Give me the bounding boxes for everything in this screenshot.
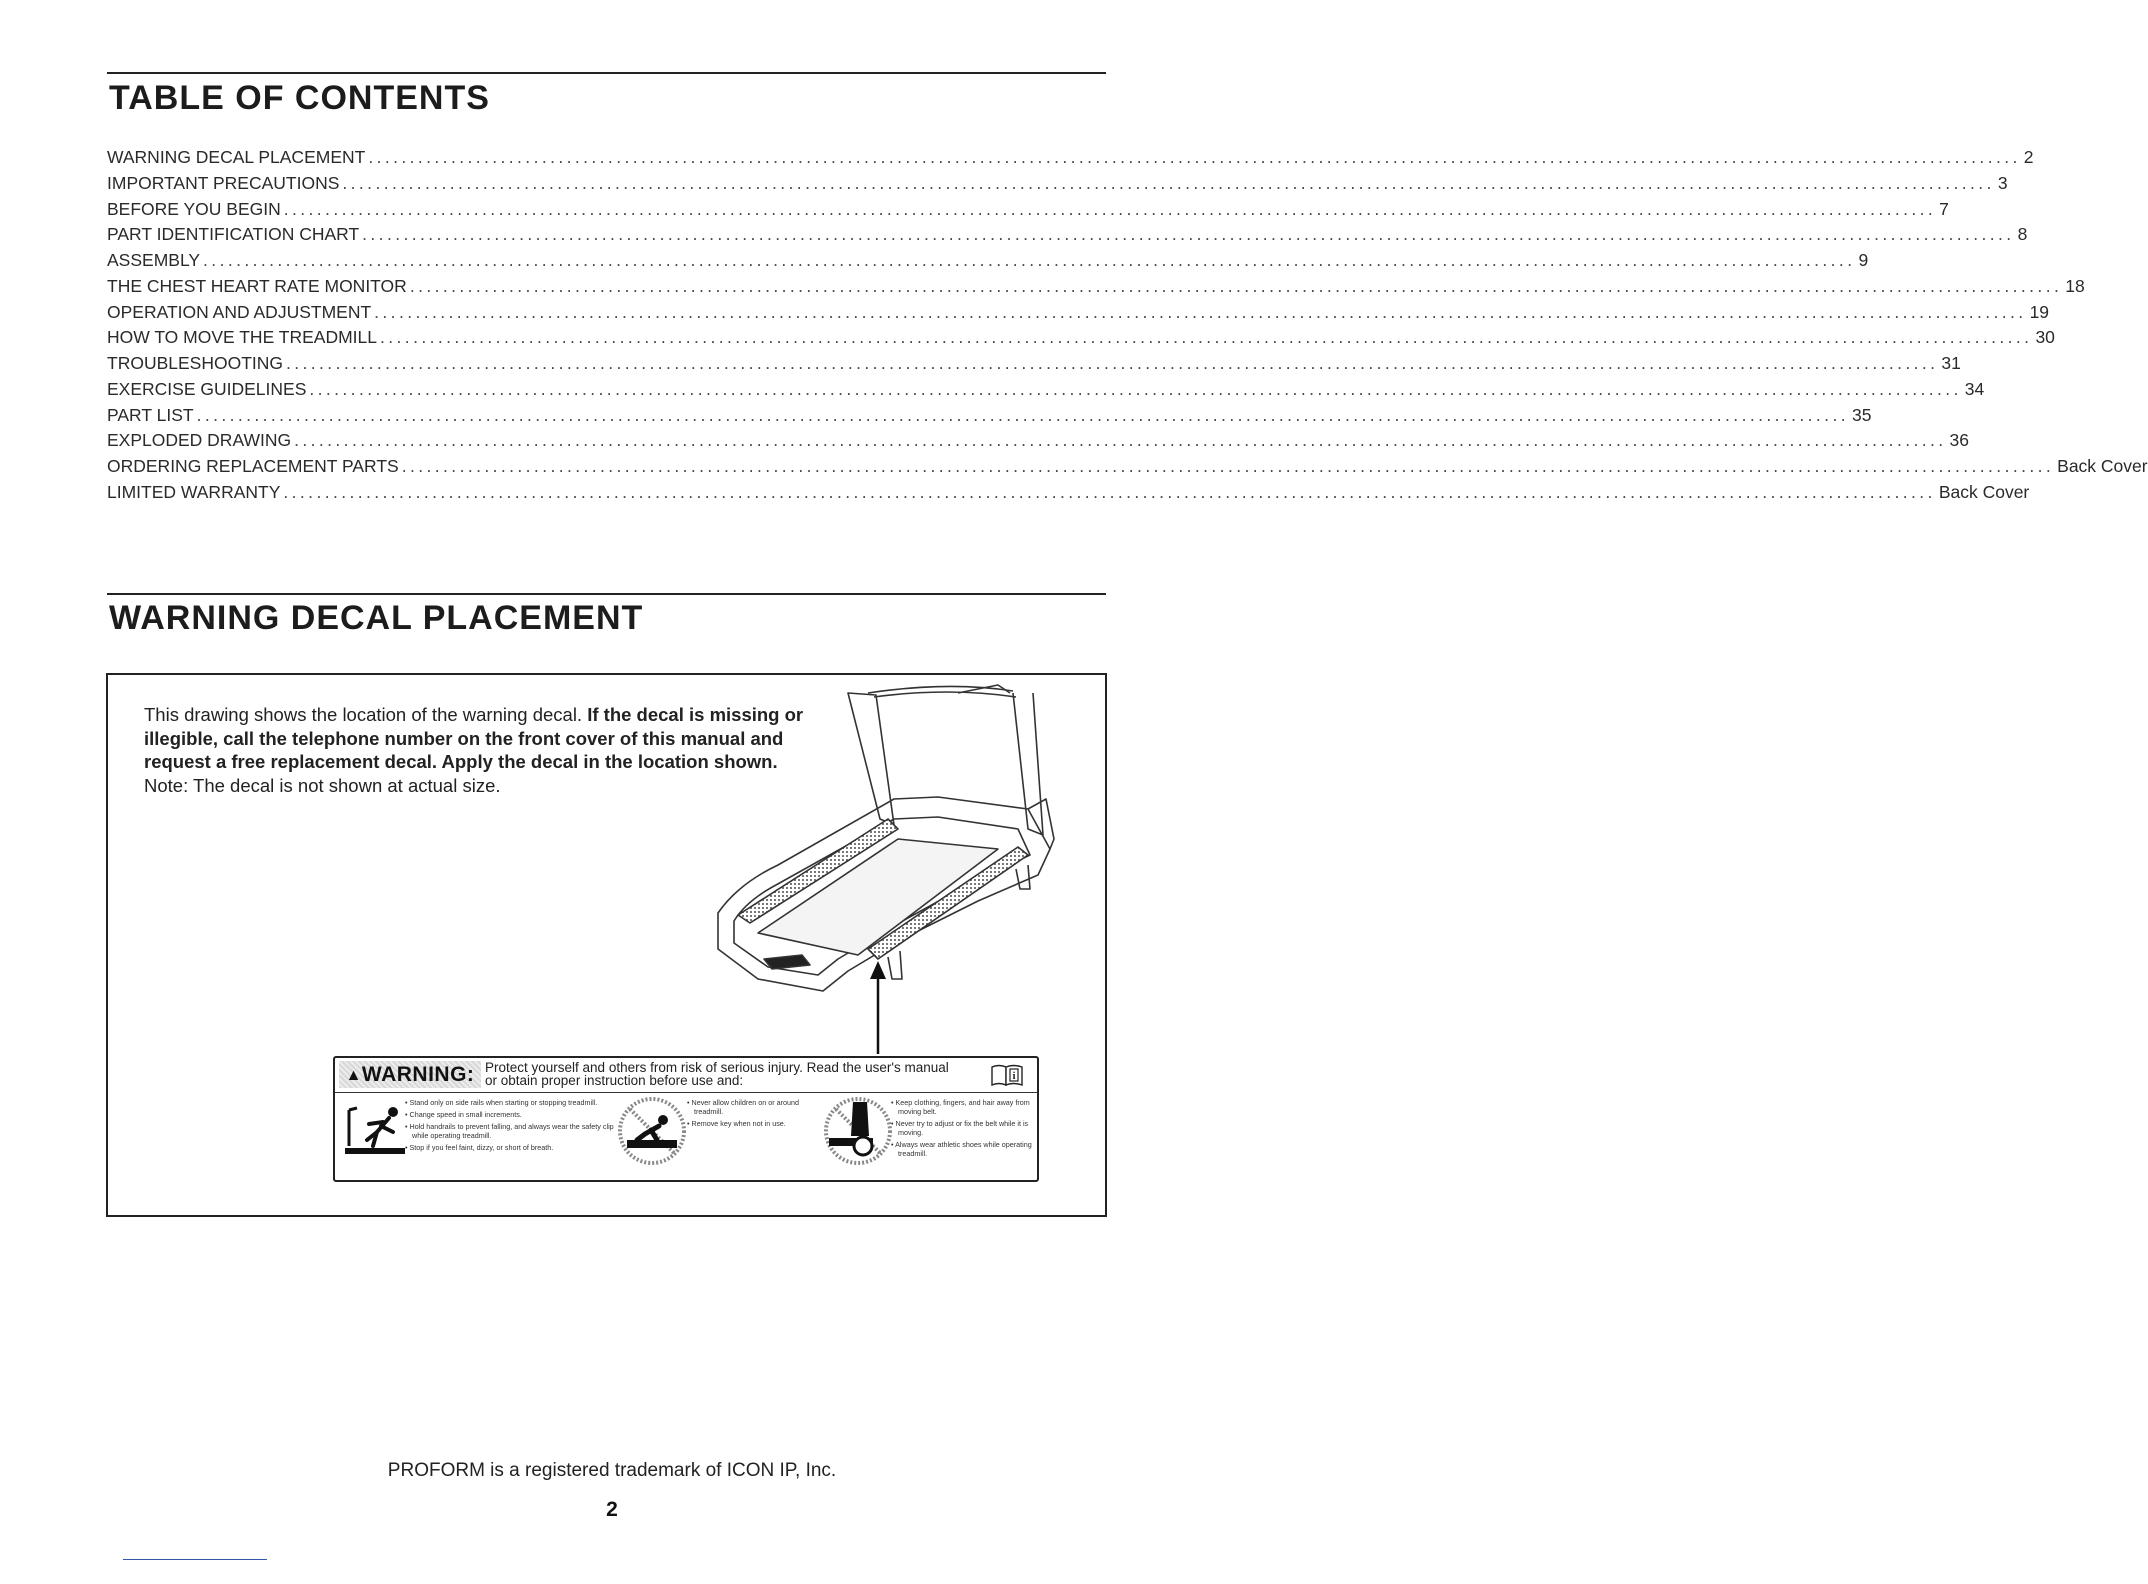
warning-col3 [891,1098,1035,1161]
toc-leader-dots: ........................................................................................................................................................................................................ [286,353,1939,373]
toc-entry-page: 7 [1939,198,1949,219]
toc-entry-page: 36 [1949,430,1969,451]
warning-triangle-icon: ▲ [345,1067,362,1084]
toc-leader-dots: ........................................................................................................................................................................................................ [283,481,1936,502]
warning-bullet: • Always wear athletic shoes while operating treadmill. [891,1140,1035,1158]
warning-decal [333,1056,1039,1182]
toc-entry-title: ASSEMBLY [107,250,201,270]
warning-bullet: • Change speed in small increments. [405,1110,615,1119]
toc-entry [107,172,2008,199]
falling-user-icon [343,1102,407,1162]
toc-leader-dots: ........................................................................................................................................................................................................ [401,456,2055,476]
warning-bullet: • Stop if you feel faint, dizzy, or short of breath. [405,1143,615,1152]
toc-entry [107,404,1872,431]
page-number: 2 [606,1498,618,1521]
toc-entry-title: WARNING DECAL PLACEMENT [107,147,366,167]
toc-leader-dots: ........................................................................................................................................................................................................ [294,430,1947,451]
warning-decal-header [335,1058,1037,1093]
warning-bullet: • Remove key when not in use. [687,1119,827,1128]
warning-bullet: • Stand only on side rails when starting or stopping treadmill. [405,1098,615,1107]
toc-leader-dots: ........................................................................................................................................................................................................ [380,327,2033,348]
toc-entry-title: OPERATION AND ADJUSTMENT [107,301,372,322]
toc-leader-dots: ........................................................................................................................................................................................................ [368,147,2021,167]
toc-entry [107,198,1949,225]
warning-bullet: • Keep clothing, fingers, and hair away from moving belt. [891,1098,1035,1116]
toc-entry [107,224,2028,250]
toc-leader-dots: ........................................................................................................................................................................................................ [203,250,1856,270]
toc-entry-title: PART IDENTIFICATION CHART [107,224,360,245]
toc-entry-title: TROUBLESHOOTING [107,353,283,373]
toc-entry-title: HOW TO MOVE THE TREADMILL [107,327,378,348]
treadmill-illustration [698,679,1068,1059]
decal-frame [106,673,1107,1217]
toc-leader-dots: ........................................................................................................................................................................................................ [283,198,1937,219]
toc-heading: TABLE OF CONTENTS [109,79,490,117]
no-children-icon [617,1096,687,1166]
toc-entry-page: Back Cover [1938,481,2030,502]
toc-entry [107,456,2148,482]
decal-top-rule [107,593,1106,595]
intro-text-1: This drawing shows the location of the warning decal. [144,704,588,725]
table-of-contents [107,147,2148,508]
intro-text-bold: If the decal is missing or illegible, call the telephone number on the front cover of this manual and request a free replacement decal. Apply the decal in the location shown. [144,704,804,772]
toc-entry-page: 3 [1997,172,2008,193]
toc-entry-title: EXPLODED DRAWING [107,430,292,451]
warning-message [485,1061,985,1087]
toc-entry [107,301,2050,328]
warning-word [339,1061,481,1088]
toc-entry-title: THE CHEST HEART RATE MONITOR [107,275,407,296]
toc-entry-page: 31 [1941,353,1961,373]
warning-message-line1: Protect yourself and others from risk of serious injury. Read the user's manual [485,1060,949,1075]
toc-entry-page: 19 [2029,301,2050,322]
warning-bullet: • Never try to adjust or fix the belt while it is moving. [891,1119,1035,1137]
toc-leader-dots: ........................................................................................................................................................................................................ [409,275,2063,296]
toc-entry-page: 8 [2017,224,2028,245]
toc-entry-title: IMPORTANT PRECAUTIONS [107,172,340,193]
decal-heading: WARNING DECAL PLACEMENT [109,599,644,637]
toc-entry-page: 9 [1858,250,1869,270]
warning-col1 [405,1098,615,1155]
toc-entry [107,378,1985,405]
toc-entry [107,327,2055,353]
warning-bullet: • Hold handrails to prevent falling, and always wear the safety clip while operating treadmill. [405,1122,615,1140]
toc-leader-dots: ........................................................................................................................................................................................................ [309,378,1962,399]
bottom-link-line [123,1559,267,1560]
toc-leader-dots: ........................................................................................................................................................................................................ [196,404,1849,425]
toc-leader-dots: ........................................................................................................................................................................................................ [342,172,1995,193]
toc-entry [107,430,1969,456]
toc-entry [107,353,1961,379]
toc-entry [107,250,1869,276]
toc-entry-page: 34 [1964,378,1985,399]
toc-entry-title: ORDERING REPLACEMENT PARTS [107,456,399,476]
moving-belt-hazard-icon [823,1096,893,1166]
toc-entry [107,147,2034,173]
toc-entry-title: PART LIST [107,404,194,425]
intro-text-2: Note: The decal is not shown at actual size. [144,774,501,796]
svg-text:i: i [1012,1071,1016,1082]
toc-leader-dots: ........................................................................................................................................................................................................ [374,301,2027,322]
toc-entry-title: BEFORE YOU BEGIN [107,198,281,219]
toc-entry-title: LIMITED WARRANTY [107,481,281,502]
warning-bullet: • Never allow children on or around treadmill. [687,1098,827,1116]
toc-entry-page: 35 [1851,404,1872,425]
toc-entry-page: 2 [2023,147,2034,167]
toc-entry-title: EXERCISE GUIDELINES [107,378,307,399]
toc-top-rule [107,72,1106,74]
trademark-note: PROFORM is a registered trademark of ICON IP, Inc. [387,1460,837,1481]
toc-entry [107,481,2030,508]
warning-word-text: WARNING: [361,1063,475,1086]
toc-entry [107,275,2085,302]
toc-entry-page: 30 [2035,327,2055,348]
toc-entry-page: Back Cover [2057,456,2148,476]
warning-message-line2: or obtain proper instruction before use and: [485,1073,744,1088]
read-manual-icon [990,1063,1024,1087]
toc-entry-page: 18 [2065,275,2085,296]
toc-leader-dots: ........................................................................................................................................................................................................ [362,224,2015,245]
warning-col2 [687,1098,827,1131]
